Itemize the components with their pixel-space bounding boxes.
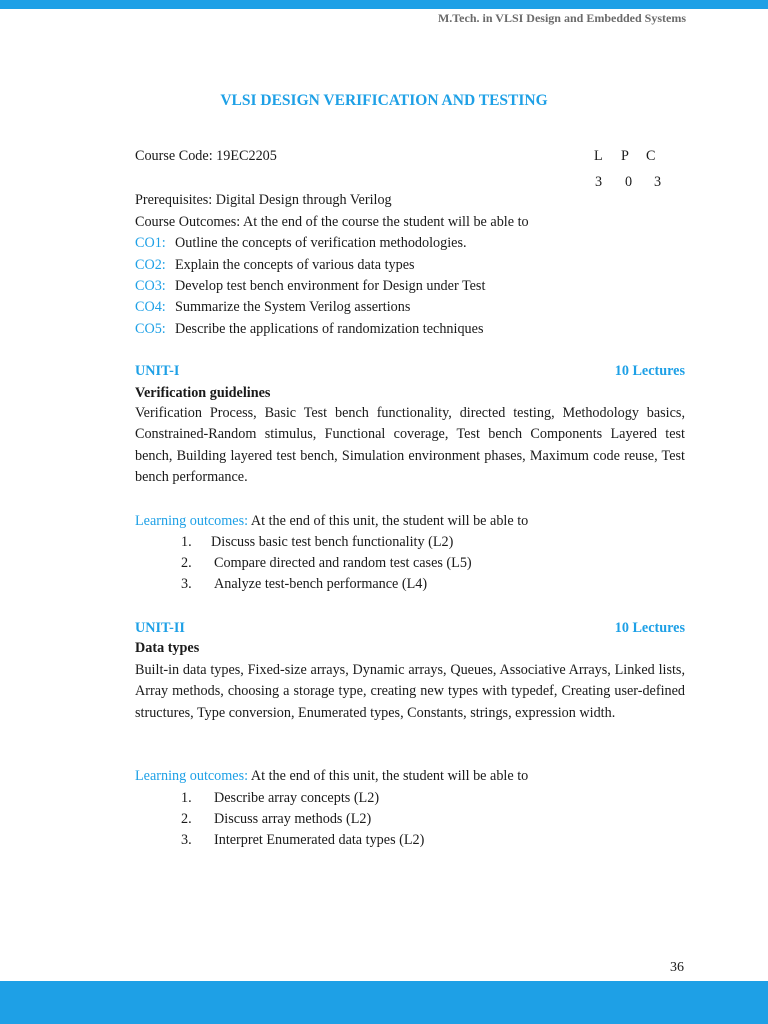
learning-outcome-text: Interpret Enumerated data types (L2): [214, 832, 425, 848]
ltpc-value-c: 3: [654, 174, 662, 190]
ltpc-value-l: 3: [595, 174, 603, 190]
page-number: 36: [670, 960, 684, 975]
course-code: Course Code: 19EC2205: [135, 148, 277, 164]
learning-outcome-number: 2.: [181, 555, 192, 571]
course-outcome-code: CO1:: [135, 235, 166, 251]
unit-content: Verification Process, Basic Test bench functionality, directed testing, Methodology basics, Constrained-Random stimulus, Functional coverage, Test bench Components Layered test bench, Building layered test bench, Simulation environment phases, Maximum code reuse, Test bench performance.: [135, 405, 685, 486]
learning-outcomes-intro: At the end of this unit, the student will be able to: [248, 768, 529, 784]
program-header: M.Tech. in VLSI Design and Embedded Systems: [437, 11, 686, 25]
course-outcome-item: [135, 299, 410, 316]
course-outcome-text: Develop test bench environment for Design under Test: [175, 278, 486, 294]
unit-heading: [135, 363, 685, 380]
course-outcome-text: Explain the concepts of various data types: [175, 257, 415, 273]
unit-name: UNIT-II: [135, 620, 185, 636]
ltpc-header-p: P: [621, 148, 629, 164]
learning-outcomes-line: [135, 768, 528, 785]
learning-outcome-text: Discuss array methods (L2): [214, 811, 372, 827]
course-outcome-item: [135, 257, 415, 274]
learning-outcomes-label: Learning outcomes:: [135, 513, 249, 529]
course-outcome-text: Describe the applications of randomization techniques: [175, 321, 484, 337]
course-outcome-text: Outline the concepts of verification methodologies.: [175, 235, 467, 251]
course-outcome-item: [135, 321, 483, 338]
top-accent-bar: [0, 0, 768, 9]
unit-lectures: 10 Lectures: [614, 363, 685, 379]
prerequisites: Prerequisites: Digital Design through Verilog: [135, 192, 392, 208]
unit-lectures: 10 Lectures: [614, 620, 685, 636]
learning-outcomes-intro: At the end of this unit, the student will be able to: [248, 513, 529, 529]
course-outcome-code: CO4:: [135, 299, 166, 315]
bottom-accent-bar: [0, 981, 768, 1024]
unit-heading: [135, 620, 685, 637]
course-outcome-text: Summarize the System Verilog assertions: [175, 299, 411, 315]
learning-outcome-text: Describe array concepts (L2): [214, 790, 380, 806]
unit-name: UNIT-I: [135, 363, 180, 379]
unit-topic: Verification guidelines: [135, 385, 271, 401]
document-title: VLSI DESIGN VERIFICATION AND TESTING: [220, 92, 548, 109]
learning-outcome-number: 3.: [181, 832, 192, 848]
course-outcomes-intro: Course Outcomes: At the end of the course the student will be able to: [135, 214, 529, 230]
learning-outcome-text: Analyze test-bench performance (L4): [214, 576, 428, 592]
unit-content: Built-in data types, Fixed-size arrays, Dynamic arrays, Queues, Associative Arrays, Linked lists, Array methods, choosing a storage type, creating new types with typedef, Creating user-defined structures, Type conversion, Enumerated types, Constants, strings, expression width.: [135, 662, 685, 721]
learning-outcome-number: 2.: [181, 811, 192, 827]
course-outcome-code: CO5:: [135, 321, 166, 337]
ltpc-header-c: C: [646, 148, 656, 164]
learning-outcome-number: 1.: [181, 790, 192, 806]
learning-outcome-number: 3.: [181, 576, 192, 592]
ltpc-header-l: L: [594, 148, 603, 164]
course-outcome-item: [135, 278, 485, 295]
learning-outcome-text: Compare directed and random test cases (L5): [214, 555, 472, 571]
learning-outcome-text: Discuss basic test bench functionality (L2): [211, 534, 454, 550]
learning-outcome-number: 1.: [181, 534, 192, 550]
course-outcome-code: CO2:: [135, 257, 166, 273]
course-outcome-item: [135, 235, 467, 252]
course-outcome-code: CO3:: [135, 278, 166, 294]
unit-topic: Data types: [135, 640, 200, 656]
ltpc-value-p: 0: [625, 174, 633, 190]
learning-outcomes-label: Learning outcomes:: [135, 768, 249, 784]
learning-outcomes-line: [135, 513, 528, 530]
